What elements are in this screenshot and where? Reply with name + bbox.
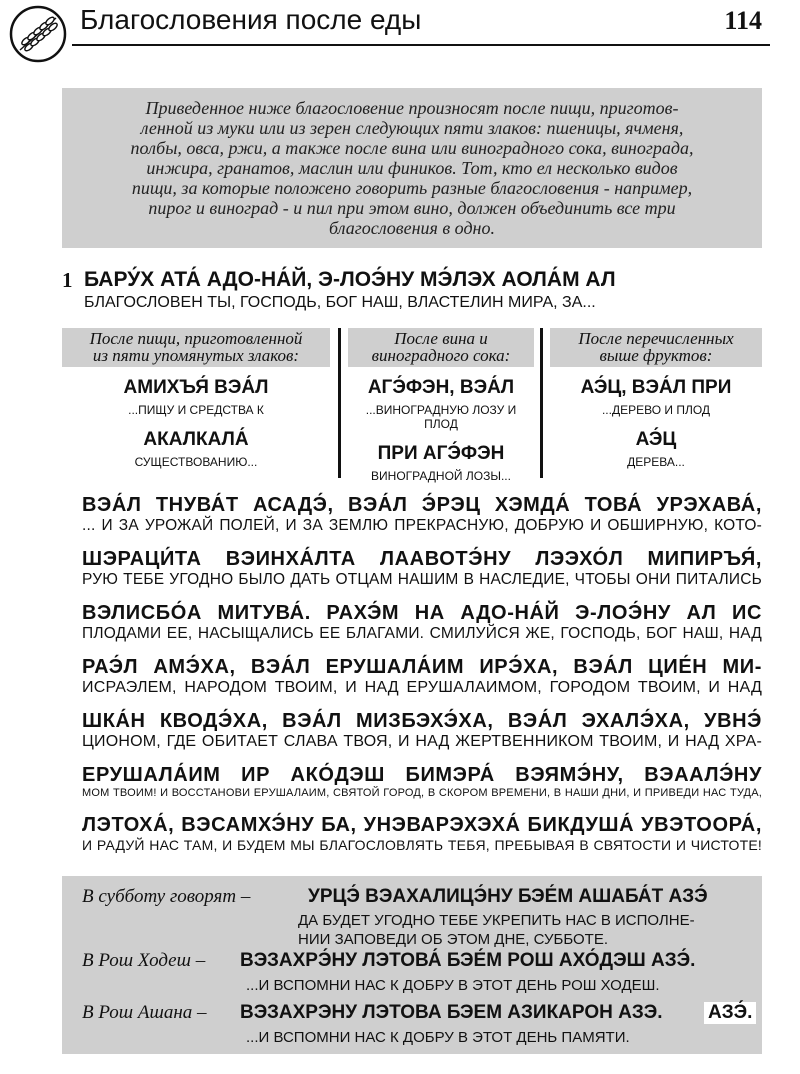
text-pair bbox=[82, 764, 762, 799]
translation-line: РУЮ ТЕБЕ УГОДНО БЫЛО ДАТЬ ОТЦАМ НАШИМ В НАСЛЕДИЕ, ЧТОБЫ ОНИ ПИТАЛИСЬ bbox=[82, 571, 762, 588]
heading-line: выше фруктов: bbox=[599, 346, 713, 365]
shabbat-translation: ДА БУДЕТ УГОДНО ТЕБЕ УКРЕПИТЬ НАС В ИСПОЛНЕ- bbox=[298, 912, 695, 929]
intro-line: инжира, гранатов, маслин или фиников. Тот, кто ел несколько видов bbox=[146, 158, 678, 178]
option-heading bbox=[348, 328, 534, 367]
transliteration-line: ЛЭТОХА́, ВЭСАМХЭ́НУ БА, УНЭВАРЭХЭХА́ БИКДУША́ УВЭТООРА́, bbox=[82, 814, 762, 836]
translation-line: И РАДУЙ НАС ТАМ, И БУДЕМ МЫ БЛАГОСЛОВЛЯТЬ ТЕБЯ, ПРЕБЫВАЯ В СВЯТОСТИ И ЧИСТОТЕ! bbox=[82, 837, 762, 853]
option-heading bbox=[550, 328, 762, 367]
heading-line: После пищи, приготовленной bbox=[89, 329, 303, 348]
option-translation: ВИНОГРАДНОЙ ЛОЗЫ... bbox=[371, 469, 511, 483]
shabbat-label: В субботу говорят – bbox=[82, 886, 251, 907]
intro-line: благословения в одно. bbox=[329, 218, 495, 238]
column-divider bbox=[540, 328, 543, 478]
option-word: АМИХЪЯ́ ВЭА́Л bbox=[123, 377, 269, 398]
option-word: АЭ́Ц, ВЭА́Л ПРИ bbox=[580, 377, 732, 398]
transliteration-line: БАРУ́Х АТА́ АДО-НА́Й, Э-ЛОЭ́НУ МЭ́ЛЭХ АОЛА́М АЛ bbox=[84, 268, 616, 291]
intro-note bbox=[62, 88, 762, 248]
heading-line: После перечисленных bbox=[578, 329, 734, 348]
option-translation: ...ПИЩУ И СРЕДСТВА К bbox=[128, 403, 264, 417]
special-days-box bbox=[62, 876, 762, 1054]
rosh-hashana-transliteration: ВЭЗАХРЭНУ ЛЭТОВА БЭЕМ АЗИКАРОН АЗЭ. bbox=[240, 1002, 663, 1023]
intro-line: пирог и виноград - и пил при этом вино, должен объединить все три bbox=[148, 198, 676, 218]
translation-line: БЛАГОСЛОВЕН ТЫ, ГОСПОДЬ, БОГ НАШ, ВЛАСТЕЛИН МИРА, ЗА... bbox=[84, 294, 596, 311]
rosh-hodesh-transliteration: ВЭЗАХРЭ́НУ ЛЭТОВА́ БЭЕ́М РОШ АХО́ДЭШ АЗЭ́. bbox=[240, 950, 696, 971]
heading-line: виноградного сока: bbox=[371, 346, 511, 365]
option-translation: ДЕРЕВА... bbox=[627, 455, 685, 469]
transliteration-line: РАЭ́Л АМЭ́ХА, ВЭА́Л ЕРУШАЛА́ИМ ИРЭ́ХА, ВЭА́Л ЦИЕ́Н МИ- bbox=[82, 656, 762, 678]
option-word: ПРИ АГЭ́ФЭН bbox=[377, 443, 505, 464]
wheat-emblem-icon bbox=[8, 4, 68, 64]
transliteration-line: ВЭА́Л ТНУВА́Т АСАДЭ́, ВЭА́Л Э́РЭЦ ХЭМДА́ ТОВА́ УРЭХАВА́, bbox=[82, 494, 762, 516]
transliteration-line: ШКА́Н КВОДЭ́ХА, ВЭА́Л МИЗБЭХЭ́ХА, ВЭА́Л ЭХАЛЭ́ХА, УВНЭ́ bbox=[82, 710, 762, 732]
intro-line: полбы, овса, ржи, а также после вина или виноградного сока, винограда, bbox=[130, 138, 694, 158]
transliteration-line: ВЭЛИСБО́А МИТУВА́. РАХЭ́М НА АДО-НА́Й Э-ЛОЭ́НУ АЛ ИС bbox=[82, 602, 762, 624]
verse-number: 1 bbox=[62, 268, 73, 292]
translation-line: ЦИОНОМ, ГДЕ ОБИТАЕТ СЛАВА ТВОЯ, И НАД ЖЕРТВЕННИКОМ ТВОИМ, И НАД ХРА- bbox=[82, 733, 762, 750]
header-rule bbox=[72, 44, 770, 46]
option-word: АКАЛКАЛА́ bbox=[143, 429, 249, 450]
translation-line: ИСРАЭЛЕМ, НАРОДОМ ТВОИМ, И НАД ЕРУШАЛАИМОМ, ГОРОДОМ ТВОИМ, И НАД bbox=[82, 679, 762, 696]
intro-line: пищи, за которые положено говорить разные благословения - например, bbox=[131, 178, 693, 198]
heading-line: из пяти упомянутых злаков: bbox=[92, 346, 300, 365]
rosh-hodesh-translation: ...И ВСПОМНИ НАС К ДОБРУ В ЭТОТ ДЕНЬ РОШ ХОДЕШ. bbox=[246, 977, 660, 994]
text-pair bbox=[82, 548, 762, 589]
translation-line: МОМ ТВОИМ! И ВОССТАНОВИ ЕРУШАЛАИМ, СВЯТОЙ ГОРОД, В СКОРОМ ВРЕМЕНИ, В НАШИ ДНИ, И ПРИВЕДИ НАС ТУДА, bbox=[82, 787, 762, 799]
text-pair bbox=[82, 710, 762, 751]
three-options bbox=[62, 328, 762, 483]
option-heading bbox=[62, 328, 330, 367]
intro-line: ленной из муки или из зерен следующих пяти злаков: пшеницы, ячменя, bbox=[140, 118, 684, 138]
heading-line: После вина и bbox=[394, 329, 488, 348]
option-fruits bbox=[550, 328, 762, 478]
rosh-hashana-translation: ...И ВСПОМНИ НАС К ДОБРУ В ЭТОТ ДЕНЬ ПАМЯТИ. bbox=[246, 1029, 630, 1046]
text-pair bbox=[82, 494, 762, 535]
option-translation: СУЩЕСТВОВАНИЮ... bbox=[134, 455, 258, 469]
page-header bbox=[0, 0, 800, 50]
option-grains bbox=[62, 328, 330, 478]
column-divider bbox=[338, 328, 341, 478]
translation-line: ... И ЗА УРОЖАЙ ПОЛЕЙ, И ЗА ЗЕМЛЮ ПРЕКРАСНУЮ, ДОБРУЮ И ОБШИРНУЮ, КОТО- bbox=[82, 517, 762, 534]
rosh-hodesh-label: В Рош Ходеш – bbox=[82, 950, 206, 971]
page-number: 114 bbox=[724, 6, 762, 35]
option-word: АЭ́Ц bbox=[635, 429, 677, 450]
translation-line: ПЛОДАМИ ЕЕ, НАСЫЩАЛИСЬ ЕЕ БЛАГАМИ. СМИЛУЙСЯ ЖЕ, ГОСПОДЬ, БОГ НАШ, НАД bbox=[82, 625, 762, 642]
transliteration-line: ЕРУШАЛА́ИМ ИР АКО́ДЭШ БИМЭРА́ ВЭЯМЭ́НУ, ВЭААЛЭ́НУ bbox=[82, 764, 762, 786]
rosh-hashana-label: В Рош Ашана – bbox=[82, 1002, 207, 1023]
option-translation: ...ВИНОГРАДНУЮ ЛОЗУ И ПЛОД bbox=[365, 403, 517, 431]
option-translation: ...ДЕРЕВО И ПЛОД bbox=[601, 403, 711, 417]
option-wine bbox=[348, 328, 534, 483]
option-word: АГЭ́ФЭН, ВЭА́Л bbox=[367, 377, 515, 398]
text-pair bbox=[82, 602, 762, 643]
shabbat-transliteration: УРЦЭ́ ВЭАХАЛИЦЭ́НУ БЭЕ́М АШАБА́Т АЗЭ́ bbox=[308, 886, 708, 907]
rosh-hashana-extra: АЗЭ́. bbox=[704, 1002, 756, 1024]
intro-line: Приведенное ниже благословение произносят после пищи, приготов- bbox=[145, 98, 679, 118]
page-title: Благословения после еды bbox=[80, 4, 422, 35]
shabbat-translation: НИИ ЗАПОВЕДИ ОБ ЭТОМ ДНЕ, СУББОТЕ. bbox=[298, 931, 609, 948]
transliteration-line: ШЭРАЦИ́ТА ВЭИНХА́ЛТА ЛААВОТЭ́НУ ЛЭЭХО́Л МИПИРЪЯ́, bbox=[82, 548, 762, 570]
text-pair bbox=[82, 656, 762, 697]
text-pair bbox=[82, 814, 762, 853]
